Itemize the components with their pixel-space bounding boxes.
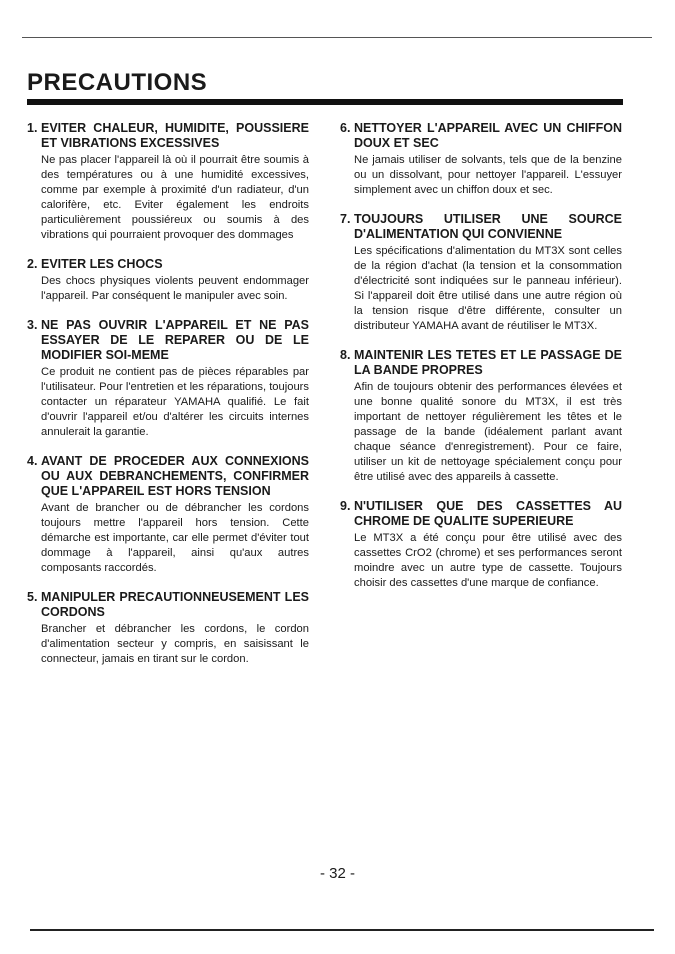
precaution-number: 3.	[27, 318, 38, 332]
precaution-text: Ne pas placer l'appareil là où il pourrait être soumis à des températures ou à une humidité excessives, comme par exemple à proximité d'un radiateur, d'un calorifère, etc. Eviter également les endroits particulièrement poussiéreux ou soumis à des vibrations qui pourraient provoquer des dommages	[41, 154, 309, 241]
precaution-8	[340, 348, 622, 485]
left-column	[27, 121, 309, 681]
precaution-1	[27, 121, 309, 243]
precaution-6	[340, 121, 622, 198]
precaution-title: N'UTILISER QUE DES CASSETTES AU CHROME DE QUALITE SUPERIEURE	[354, 499, 622, 528]
precaution-title: EVITER LES CHOCS	[41, 257, 163, 271]
precaution-7	[340, 212, 622, 334]
precaution-heading	[27, 257, 309, 272]
precaution-title: NE PAS OUVRIR L'APPAREIL ET NE PAS ESSAYER DE LE REPARER OU DE LE MODIFIER SOI-MEME	[41, 318, 309, 362]
precaution-title: MANIPULER PRECAUTIONNEUSEMENT LES CORDONS	[41, 590, 309, 619]
precaution-number: 5.	[27, 590, 38, 604]
precaution-text: Ne jamais utiliser de solvants, tels que de la benzine ou un dissolvant, pour nettoyer l'appareil. L'essuyer simplement avec un chiffon doux et sec.	[354, 154, 622, 196]
precaution-title: TOUJOURS UTILISER UNE SOURCE D'ALIMENTATION QUI CONVIENNE	[354, 212, 622, 241]
precaution-heading	[340, 121, 622, 151]
precaution-text: Les spécifications d'alimentation du MT3X sont celles de la région d'achat (la tension et la consommation d'électricité sont indiquées sur le panneau inférieur). Si l'appareil doit être utilisé dans une autre région où la tension risque d'être différente, consulter un distributeur YAMAHA avant de réutiliser le MT3X.	[354, 245, 622, 332]
precaution-heading	[340, 499, 622, 529]
precaution-heading	[27, 590, 309, 620]
page-title: PRECAUTIONS	[27, 69, 208, 96]
precaution-number: 1.	[27, 121, 38, 135]
precaution-title: AVANT DE PROCEDER AUX CONNEXIONS OU AUX DEBRANCHEMENTS, CONFIRMER QUE L'APPAREIL EST HORS TENSION	[41, 454, 309, 498]
precaution-heading	[340, 348, 622, 378]
title-underline-bar	[27, 99, 623, 105]
precaution-number: 8.	[340, 348, 351, 362]
precaution-text: Des chocs physiques violents peuvent endommager l'appareil. Par conséquent le manipuler avec soin.	[41, 275, 309, 302]
precaution-5	[27, 590, 309, 667]
precaution-text: Ce produit ne contient pas de pièces réparables par l'utilisateur. Pour l'entretien et les réparations, toujours contacter un réparateur YAMAHA qualifié. Le fait d'ouvrir l'appareil et/ou d'altérer les circuits internes annulerait la garantie.	[41, 366, 309, 438]
precaution-heading	[27, 454, 309, 499]
bottom-rule	[30, 929, 654, 931]
precaution-heading	[340, 212, 622, 242]
precaution-number: 4.	[27, 454, 38, 468]
precaution-number: 6.	[340, 121, 351, 135]
precaution-text: Brancher et débrancher les cordons, le cordon d'alimentation secteur y compris, en saisissant le connecteur, jamais en tirant sur le cordon.	[41, 623, 309, 665]
precaution-text: Afin de toujours obtenir des performances élevées et une bonne qualité sonore du MT3X, il est très important de nettoyer régulièrement les têtes et le passage de la bande (idéalement parlant avant chaque séance d'enregistrement). Pour ce faire, utiliser un kit de nettoyage spécialement conçu pour être utilisé avec des appareils à cassette.	[354, 381, 622, 483]
precaution-title: EVITER CHALEUR, HUMIDITE, POUSSIERE ET VIBRATIONS EXCESSIVES	[41, 121, 309, 150]
precaution-number: 9.	[340, 499, 351, 513]
precaution-9	[340, 499, 622, 591]
top-rule	[22, 37, 652, 38]
precaution-number: 2.	[27, 257, 38, 271]
precaution-2	[27, 257, 309, 304]
right-column	[340, 121, 622, 605]
precaution-heading	[27, 121, 309, 151]
precaution-text: Le MT3X a été conçu pour être utilisé avec des cassettes CrO2 (chrome) et ses performances seront moindre avec un autre type de cassette. Toujours choisir des cassettes d'une marque de confiance.	[354, 532, 622, 589]
precaution-number: 7.	[340, 212, 351, 226]
precaution-3	[27, 318, 309, 440]
page-number: - 32 -	[319, 865, 355, 882]
precaution-4	[27, 454, 309, 576]
precaution-text: Avant de brancher ou de débrancher les cordons toujours mettre l'appareil hors tension. Cette démarche est importante, car elle permet d'éviter tout dommage à l'appareil, ainsi qu'aux autres composants raccordés.	[41, 502, 309, 574]
precaution-heading	[27, 318, 309, 363]
precaution-title: NETTOYER L'APPAREIL AVEC UN CHIFFON DOUX ET SEC	[354, 121, 622, 150]
precaution-title: MAINTENIR LES TETES ET LE PASSAGE DE LA BANDE PROPRES	[354, 348, 622, 377]
